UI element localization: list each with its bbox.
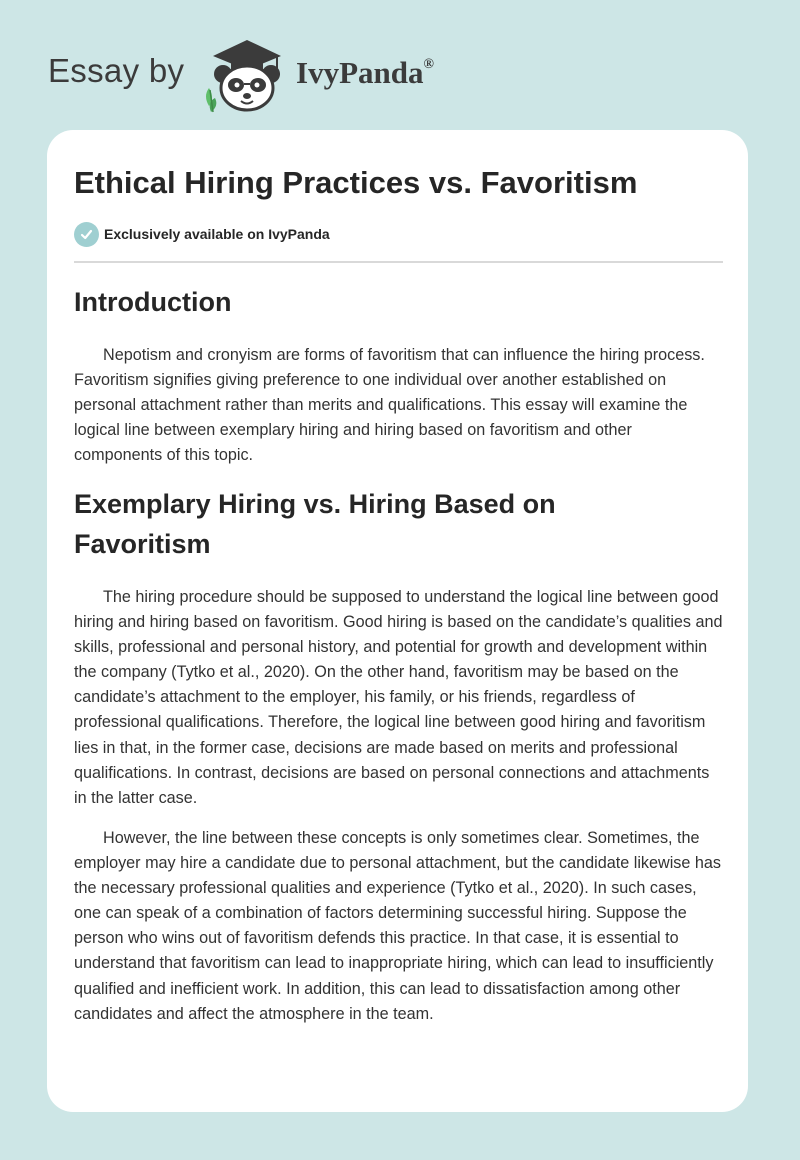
trademark-symbol: ® <box>423 56 434 72</box>
paragraph: The hiring procedure should be supposed to understand the logical line between good hiring and hiring based on favoritism. Good hiring is based on the candidate’s qualities and skills, professional and personal history, and potential for growth and development within the company (Tytko et al., 2020). On the other hand, favoritism may be based on the candidate’s attachment to the employer, his family, or his friends, regardless of professional qualifications. Therefore, the logical line between good hiring and favoritism lies in that, in the former case, decisions are made based on merits and professional qualifications. In contrast, decisions are based on personal connections and attachments in the latter case. <box>74 588 723 807</box>
brand-name[interactable]: IvyPanda® <box>296 55 434 90</box>
essay-card <box>47 130 748 1112</box>
check-icon <box>74 222 99 247</box>
exclusive-badge <box>74 221 330 247</box>
divider <box>74 261 723 263</box>
panda-graduate-icon[interactable] <box>201 36 293 114</box>
badge-text: Exclusively available on IvyPanda <box>104 226 330 242</box>
paragraph: Nepotism and cronyism are forms of favoritism that can influence the hiring process. Favoritism signifies giving preference to one individual over another established on personal attachment rather than merits and qualifications. This essay will examine the logical line between exemplary hiring and hiring based on favoritism and other components of this topic. <box>74 346 705 465</box>
page-title: Ethical Hiring Practices vs. Favoritism <box>74 165 638 200</box>
brand-prefix: Essay by <box>48 52 185 89</box>
site-header <box>48 30 548 110</box>
section-heading-exemplary-hiring: Exemplary Hiring vs. Hiring Based on Favoritism <box>74 489 556 559</box>
paragraph: However, the line between these concepts is only sometimes clear. Sometimes, the employer may hire a candidate due to personal attachment, but the candidate likewise has the necessary professional qualities and experience (Tytko et al., 2020). In such cases, one can speak of a combination of factors determining successful hiring. Suppose the person who wins out of favoritism defends this practice. In that case, it is essential to understand that favoritism can lead to inappropriate hiring, which can lead to insufficiently qualified and inefficient work. In addition, this can lead to dissatisfaction among other candidates and affect the atmosphere in the team. <box>74 829 721 1023</box>
section-heading-introduction: Introduction <box>74 287 232 317</box>
